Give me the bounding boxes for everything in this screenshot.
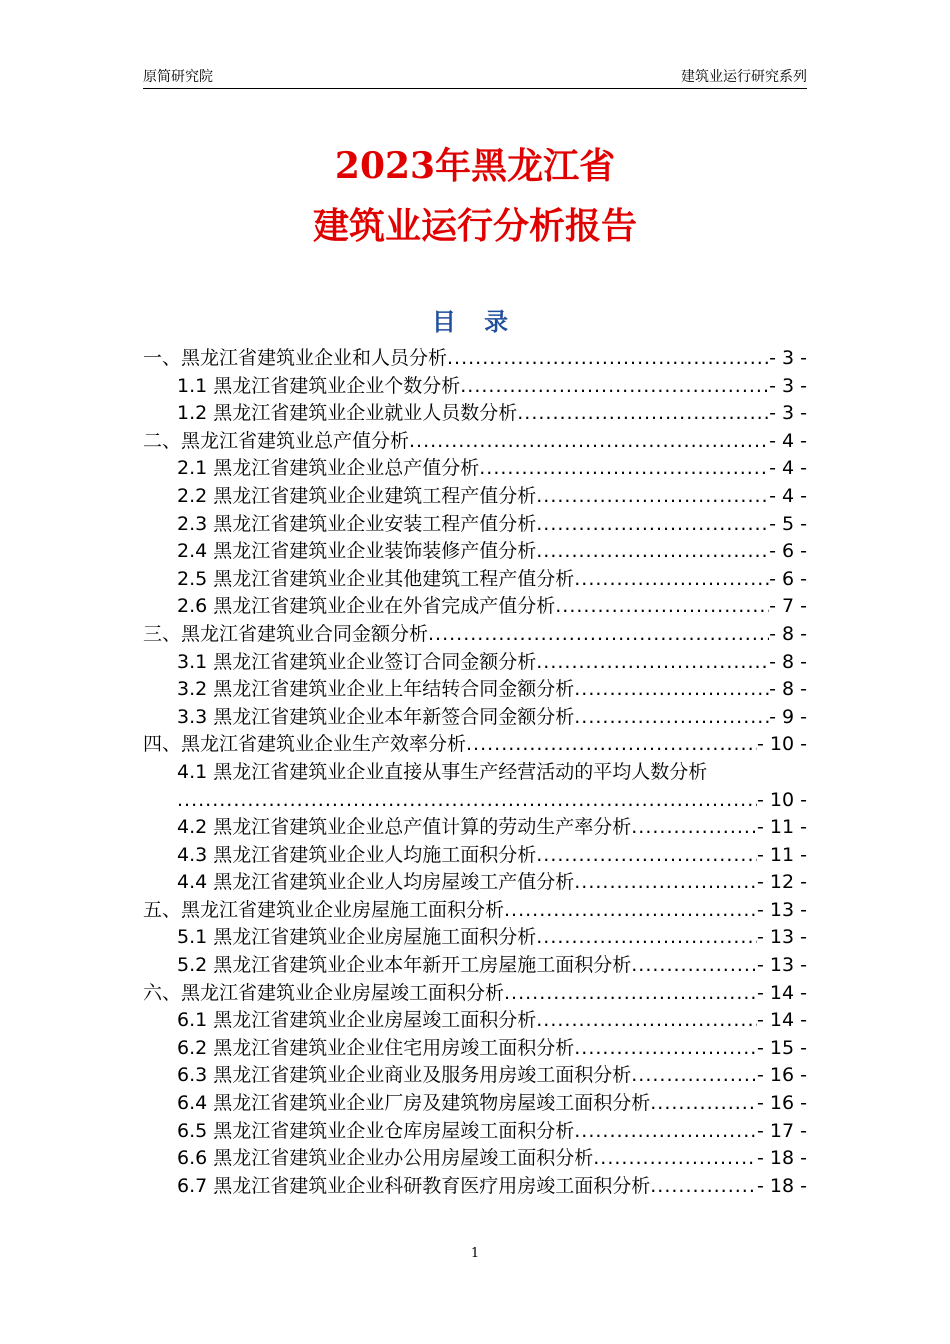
toc-entry[interactable] xyxy=(143,676,807,704)
toc-entry-title: 4.4 黑龙江省建筑业企业人均房屋竣工产值分析 xyxy=(177,871,575,894)
toc-leader-dots xyxy=(447,345,769,373)
toc-leader-dots xyxy=(536,511,769,539)
toc-entry-title: 2.6 黑龙江省建筑业企业在外省完成产值分析 xyxy=(177,595,556,618)
toc-leader-dots xyxy=(504,897,757,925)
toc-entry-page: - 5 - xyxy=(769,512,807,535)
toc-entry-title: 六、黑龙江省建筑业企业房屋竣工面积分析 xyxy=(143,981,505,1004)
toc-leader-dots xyxy=(574,869,757,897)
toc-entry-title: 4.1 黑龙江省建筑业企业直接从事生产经营活动的平均人数分析 xyxy=(177,760,708,783)
toc-entry[interactable] xyxy=(143,980,807,1008)
toc-entry-page: - 3 - xyxy=(769,374,807,397)
toc-entry-page: - 3 - xyxy=(769,347,807,369)
toc-leader-dots xyxy=(631,814,757,842)
document-title-line-1: 2023年黑龙江省 xyxy=(334,145,616,187)
toc-leader-dots xyxy=(631,1062,757,1090)
page-header xyxy=(143,66,807,89)
toc-leader-dots xyxy=(650,1173,757,1201)
toc-entry[interactable] xyxy=(143,704,807,732)
toc-entry-page: - 14 - xyxy=(757,981,807,1004)
toc-entry-title: 6.2 黑龙江省建筑业企业住宅用房竣工面积分析 xyxy=(177,1036,575,1059)
toc-entry-page: - 13 - xyxy=(757,926,807,949)
toc-leader-dots xyxy=(504,980,757,1008)
toc-entry[interactable] xyxy=(143,1145,807,1173)
toc-entry-title: 6.6 黑龙江省建筑业企业办公用房屋竣工面积分析 xyxy=(177,1147,594,1170)
toc-entry-page: - 8 - xyxy=(769,622,807,645)
toc-entry[interactable] xyxy=(143,1090,807,1118)
toc-entry-page: - 6 - xyxy=(769,567,807,590)
toc-leader-dots xyxy=(536,924,757,952)
toc-entry-title: 5.2 黑龙江省建筑业企业本年新开工房屋施工面积分析 xyxy=(177,954,632,977)
toc-entry-page: - 4 - xyxy=(769,457,807,480)
toc-entry-page: - 4 - xyxy=(769,484,807,507)
toc-entry-page: - 3 - xyxy=(769,402,807,425)
toc-entry-title: 1.1 黑龙江省建筑业企业个数分析 xyxy=(177,374,461,397)
toc-leader-dots xyxy=(517,400,769,428)
toc-entry-title: 五、黑龙江省建筑业企业房屋施工面积分析 xyxy=(143,898,505,921)
toc-entry-title: 2.2 黑龙江省建筑业企业建筑工程产值分析 xyxy=(177,484,537,507)
toc-entry-title: 6.1 黑龙江省建筑业企业房屋竣工面积分析 xyxy=(177,1009,537,1032)
toc-entry[interactable] xyxy=(143,1173,807,1201)
toc-entry-page: - 11 - xyxy=(757,843,807,866)
toc-leader-dots xyxy=(574,1035,757,1063)
toc-entry-page: - 11 - xyxy=(757,816,807,839)
toc-entry[interactable] xyxy=(143,649,807,677)
toc-entry-title: 2.3 黑龙江省建筑业企业安装工程产值分析 xyxy=(177,512,537,535)
toc-entry-title: 四、黑龙江省建筑业企业生产效率分析 xyxy=(143,733,467,756)
toc-entry[interactable] xyxy=(143,897,807,925)
toc-entry[interactable] xyxy=(143,1062,807,1090)
toc-entry[interactable] xyxy=(143,400,807,428)
toc-entry[interactable] xyxy=(143,1035,807,1063)
toc-entry[interactable] xyxy=(143,731,807,759)
toc-leader-dots xyxy=(650,1090,757,1118)
page-number: 1 xyxy=(470,1246,480,1261)
toc-leader-dots xyxy=(536,1007,757,1035)
toc-entry-title: 4.3 黑龙江省建筑业企业人均施工面积分析 xyxy=(177,843,537,866)
toc-entry[interactable] xyxy=(143,759,807,787)
toc-entry-continuation[interactable] xyxy=(143,787,807,815)
toc-entry[interactable] xyxy=(143,1118,807,1146)
toc-entry-page: - 18 - xyxy=(757,1147,807,1170)
toc-leader-dots xyxy=(593,1145,757,1173)
toc-leader-dots xyxy=(574,704,769,732)
toc-leader-dots xyxy=(460,373,769,401)
toc-entry-title: 一、黑龙江省建筑业企业和人员分析 xyxy=(143,347,448,369)
toc-entry-title: 三、黑龙江省建筑业合同金额分析 xyxy=(143,622,429,645)
toc-leader-dots xyxy=(536,538,769,566)
toc-entry-title: 5.1 黑龙江省建筑业企业房屋施工面积分析 xyxy=(177,926,537,949)
toc-entry-page: - 6 - xyxy=(769,540,807,563)
toc-entry[interactable] xyxy=(143,869,807,897)
toc-entry-title: 3.1 黑龙江省建筑业企业签订合同金额分析 xyxy=(177,650,537,673)
toc-entry-page: - 8 - xyxy=(769,678,807,701)
toc-entry-page: - 16 - xyxy=(757,1064,807,1087)
toc-entry[interactable] xyxy=(143,924,807,952)
toc-entry-page: - 15 - xyxy=(757,1036,807,1059)
toc-entry[interactable] xyxy=(143,511,807,539)
toc-entry-title: 6.7 黑龙江省建筑业企业科研教育医疗用房竣工面积分析 xyxy=(177,1174,651,1197)
toc-entry[interactable] xyxy=(143,593,807,621)
toc-entry-page: - 16 - xyxy=(757,1092,807,1115)
toc-leader-dots xyxy=(574,1118,757,1146)
toc-leader-dots xyxy=(409,428,769,456)
toc-entry-page: - 13 - xyxy=(757,954,807,977)
header-left-text: 原简研究院 xyxy=(143,69,213,85)
toc-entry-page: - 12 - xyxy=(757,871,807,894)
toc-leader-dots xyxy=(574,566,769,594)
toc-leader-dots xyxy=(631,952,757,980)
table-of-contents xyxy=(143,345,807,1200)
toc-heading: 目 录 xyxy=(431,308,519,336)
toc-entry-title: 6.5 黑龙江省建筑业企业仓库房屋竣工面积分析 xyxy=(177,1119,575,1142)
header-right-text: 建筑业运行研究系列 xyxy=(681,69,807,85)
toc-entry[interactable] xyxy=(143,1007,807,1035)
toc-entry-page: - 9 - xyxy=(769,705,807,728)
toc-entry-page: - 18 - xyxy=(757,1174,807,1197)
toc-entry-title: 6.4 黑龙江省建筑业企业厂房及建筑物房屋竣工面积分析 xyxy=(177,1092,651,1115)
toc-leader-dots xyxy=(466,731,757,759)
toc-entry-page: - 10 - xyxy=(757,788,807,811)
toc-leader-dots xyxy=(536,483,769,511)
toc-entry-title: 2.4 黑龙江省建筑业企业装饰装修产值分析 xyxy=(177,540,537,563)
toc-entry-title: 2.5 黑龙江省建筑业企业其他建筑工程产值分析 xyxy=(177,567,575,590)
toc-entry[interactable] xyxy=(143,345,807,373)
toc-entry[interactable] xyxy=(143,455,807,483)
toc-entry-page: - 8 - xyxy=(769,650,807,673)
toc-entry[interactable] xyxy=(143,842,807,870)
toc-entry-title: 2.1 黑龙江省建筑业企业总产值分析 xyxy=(177,457,480,480)
toc-entry[interactable] xyxy=(143,483,807,511)
toc-entry-title: 二、黑龙江省建筑业总产值分析 xyxy=(143,429,410,452)
toc-entry[interactable] xyxy=(143,952,807,980)
toc-entry-page: - 7 - xyxy=(769,595,807,618)
toc-entry[interactable] xyxy=(143,373,807,401)
toc-leader-dots xyxy=(555,593,769,621)
toc-leader-dots xyxy=(428,621,769,649)
toc-entry-page: - 13 - xyxy=(757,898,807,921)
toc-leader-dots xyxy=(536,842,757,870)
toc-entry-page: - 4 - xyxy=(769,429,807,452)
document-title-line-2: 建筑业运行分析报告 xyxy=(312,205,637,247)
toc-entry-title: 3.2 黑龙江省建筑业企业上年结转合同金额分析 xyxy=(177,678,575,701)
toc-entry-title: 3.3 黑龙江省建筑业企业本年新签合同金额分析 xyxy=(177,705,575,728)
toc-entry-title: 1.2 黑龙江省建筑业企业就业人员数分析 xyxy=(177,402,518,425)
toc-entry[interactable] xyxy=(143,621,807,649)
toc-leader-dots xyxy=(177,787,757,815)
toc-entry-title: 4.2 黑龙江省建筑业企业总产值计算的劳动生产率分析 xyxy=(177,816,632,839)
toc-entry-page: - 10 - xyxy=(757,733,807,756)
toc-leader-dots xyxy=(574,676,769,704)
toc-leader-dots xyxy=(536,649,769,677)
toc-entry-title: 6.3 黑龙江省建筑业企业商业及服务用房竣工面积分析 xyxy=(177,1064,632,1087)
toc-entry[interactable] xyxy=(143,566,807,594)
toc-entry[interactable] xyxy=(143,538,807,566)
toc-entry[interactable] xyxy=(143,814,807,842)
toc-leader-dots xyxy=(479,455,769,483)
toc-entry-page: - 17 - xyxy=(757,1119,807,1142)
toc-entry[interactable] xyxy=(143,428,807,456)
toc-entry-page: - 14 - xyxy=(757,1009,807,1032)
